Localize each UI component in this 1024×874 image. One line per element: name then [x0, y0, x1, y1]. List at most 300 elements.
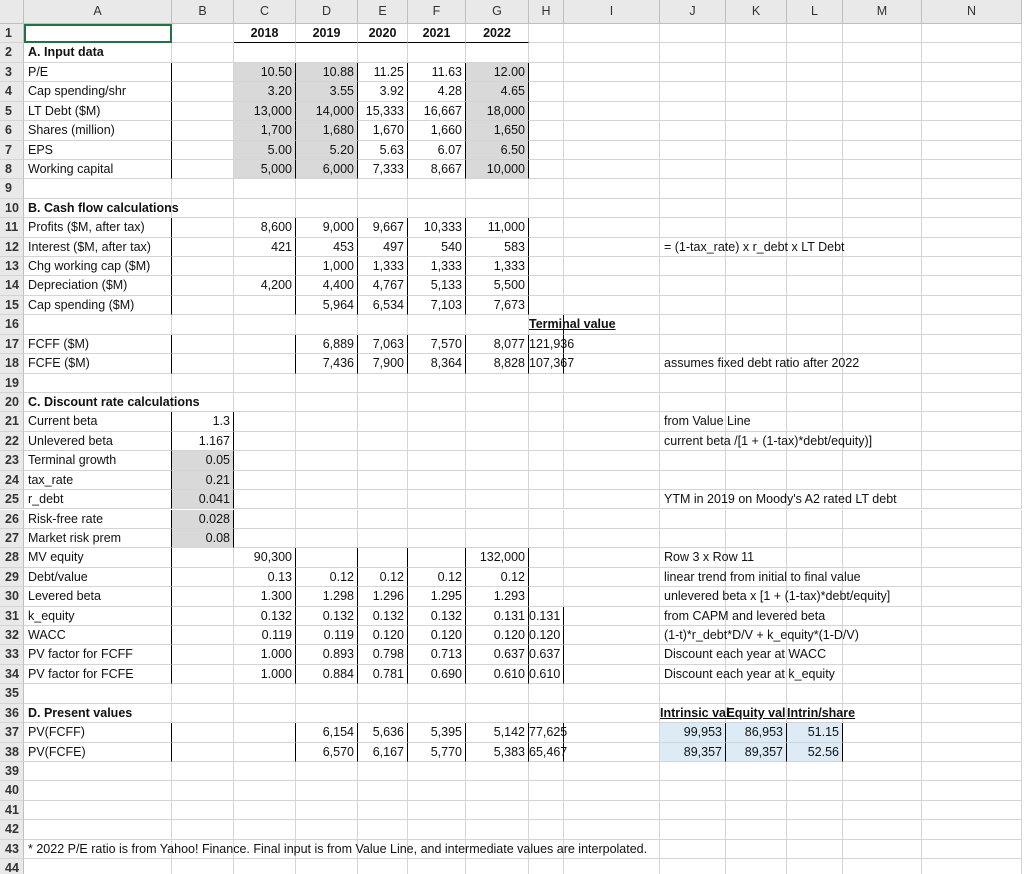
- value-cell[interactable]: 11.25: [358, 63, 408, 82]
- value-cell[interactable]: 0.610: [529, 665, 564, 684]
- grid-cell[interactable]: [172, 121, 234, 140]
- grid-cell[interactable]: [843, 160, 922, 179]
- grid-cell[interactable]: [296, 199, 358, 218]
- value-cell[interactable]: 0.12: [296, 568, 358, 587]
- grid-cell[interactable]: [726, 102, 787, 121]
- grid-cell[interactable]: [787, 781, 843, 800]
- year-header-E[interactable]: 2020: [358, 24, 408, 43]
- row-header-5[interactable]: 5: [0, 102, 24, 121]
- grid-cell[interactable]: [172, 43, 234, 62]
- row-label[interactable]: Debt/value: [24, 568, 172, 587]
- column-header-B[interactable]: B: [172, 0, 234, 24]
- value-cell[interactable]: 0.120: [358, 626, 408, 645]
- value-cell[interactable]: 3.55: [296, 82, 358, 101]
- value-cell[interactable]: 16,667: [408, 102, 466, 121]
- grid-cell[interactable]: [787, 160, 843, 179]
- row-label[interactable]: LT Debt ($M): [24, 102, 172, 121]
- value-cell[interactable]: 4,200: [234, 276, 296, 295]
- grid-cell[interactable]: [726, 393, 787, 412]
- value-cell[interactable]: 7,333: [358, 160, 408, 179]
- grid-cell[interactable]: [408, 529, 466, 548]
- grid-cell[interactable]: [529, 801, 564, 820]
- value-cell[interactable]: 5,383: [466, 743, 529, 762]
- value-cell[interactable]: 0.132: [408, 607, 466, 626]
- grid-cell[interactable]: [660, 840, 726, 859]
- grid-cell[interactable]: [922, 820, 1022, 839]
- row-header-33[interactable]: 33: [0, 645, 24, 664]
- row-label[interactable]: Cap spending/shr: [24, 82, 172, 101]
- terminal-value-header[interactable]: Terminal value: [529, 315, 564, 334]
- row-header-26[interactable]: 26: [0, 510, 24, 529]
- grid-cell[interactable]: [296, 490, 358, 509]
- grid-cell[interactable]: [564, 665, 660, 684]
- note-text[interactable]: YTM in 2019 on Moody's A2 rated LT debt: [660, 490, 726, 509]
- value-cell[interactable]: 11.63: [408, 63, 466, 82]
- row-header-27[interactable]: 27: [0, 529, 24, 548]
- value-cell[interactable]: 4,767: [358, 276, 408, 295]
- grid-cell[interactable]: [660, 82, 726, 101]
- grid-cell[interactable]: [843, 141, 922, 160]
- grid-cell[interactable]: [787, 296, 843, 315]
- grid-cell[interactable]: [529, 43, 564, 62]
- grid-cell[interactable]: [843, 43, 922, 62]
- grid-cell[interactable]: [660, 529, 726, 548]
- grid-cell[interactable]: [358, 762, 408, 781]
- grid-cell[interactable]: [358, 684, 408, 703]
- grid-cell[interactable]: [172, 723, 234, 742]
- grid-cell[interactable]: [726, 859, 787, 874]
- grid-cell[interactable]: [172, 218, 234, 237]
- grid-cell[interactable]: [922, 179, 1022, 198]
- grid-cell[interactable]: [660, 801, 726, 820]
- grid-cell[interactable]: [726, 199, 787, 218]
- summary-value[interactable]: 52.56: [787, 743, 843, 762]
- row-header-37[interactable]: 37: [0, 723, 24, 742]
- grid-cell[interactable]: [922, 626, 1022, 645]
- grid-cell[interactable]: [408, 762, 466, 781]
- selected-cell-A1[interactable]: [24, 24, 172, 43]
- grid-cell[interactable]: [660, 63, 726, 82]
- grid-cell[interactable]: [564, 704, 660, 723]
- grid-cell[interactable]: [726, 82, 787, 101]
- grid-cell[interactable]: [660, 121, 726, 140]
- value-cell[interactable]: 13,000: [234, 102, 296, 121]
- value-cell[interactable]: 0.713: [408, 645, 466, 664]
- value-cell[interactable]: 0.610: [466, 665, 529, 684]
- row-header-7[interactable]: 7: [0, 141, 24, 160]
- value-cell[interactable]: 540: [408, 238, 466, 257]
- grid-cell[interactable]: [843, 665, 922, 684]
- grid-cell[interactable]: [529, 859, 564, 874]
- value-cell[interactable]: 7,436: [296, 354, 358, 373]
- row-header-35[interactable]: 35: [0, 684, 24, 703]
- grid-cell[interactable]: [529, 704, 564, 723]
- row-label[interactable]: tax_rate: [24, 471, 172, 490]
- grid-cell[interactable]: [564, 801, 660, 820]
- row-label[interactable]: EPS: [24, 141, 172, 160]
- grid-cell[interactable]: [726, 529, 787, 548]
- grid-cell[interactable]: [172, 704, 234, 723]
- grid-cell[interactable]: [408, 432, 466, 451]
- grid-cell[interactable]: [843, 218, 922, 237]
- grid-cell[interactable]: [172, 199, 234, 218]
- grid-cell[interactable]: [358, 179, 408, 198]
- grid-cell[interactable]: [529, 451, 564, 470]
- row-label[interactable]: Interest ($M, after tax): [24, 238, 172, 257]
- value-cell[interactable]: 8,667: [408, 160, 466, 179]
- value-cell[interactable]: 132,000: [466, 548, 529, 567]
- row-label[interactable]: Unlevered beta: [24, 432, 172, 451]
- grid-cell[interactable]: [172, 141, 234, 160]
- grid-cell[interactable]: [564, 141, 660, 160]
- grid-cell[interactable]: [922, 63, 1022, 82]
- grid-cell[interactable]: [564, 43, 660, 62]
- grid-cell[interactable]: [24, 315, 172, 334]
- grid-cell[interactable]: [296, 412, 358, 431]
- grid-cell[interactable]: [787, 24, 843, 43]
- grid-cell[interactable]: [787, 801, 843, 820]
- grid-cell[interactable]: [660, 374, 726, 393]
- grid-cell[interactable]: [843, 781, 922, 800]
- grid-cell[interactable]: [922, 704, 1022, 723]
- value-cell[interactable]: 5,636: [358, 723, 408, 742]
- value-cell[interactable]: 18,000: [466, 102, 529, 121]
- grid-cell[interactable]: [358, 490, 408, 509]
- value-cell[interactable]: 5,500: [466, 276, 529, 295]
- value-cell[interactable]: 8,364: [408, 354, 466, 373]
- grid-cell[interactable]: [234, 529, 296, 548]
- grid-cell[interactable]: [234, 704, 296, 723]
- grid-cell[interactable]: [660, 276, 726, 295]
- grid-cell[interactable]: [726, 840, 787, 859]
- grid-cell[interactable]: [466, 704, 529, 723]
- grid-cell[interactable]: [466, 315, 529, 334]
- grid-cell[interactable]: [172, 354, 234, 373]
- row-header-16[interactable]: 16: [0, 315, 24, 334]
- note-text[interactable]: assumes fixed debt ratio after 2022: [660, 354, 726, 373]
- grid-cell[interactable]: [296, 432, 358, 451]
- grid-cell[interactable]: [358, 451, 408, 470]
- year-header-F[interactable]: 2021: [408, 24, 466, 43]
- grid-cell[interactable]: [787, 141, 843, 160]
- grid-cell[interactable]: [529, 102, 564, 121]
- grid-cell[interactable]: [529, 432, 564, 451]
- grid-cell[interactable]: [358, 471, 408, 490]
- row-header-21[interactable]: 21: [0, 412, 24, 431]
- grid-cell[interactable]: [529, 490, 564, 509]
- summary-value[interactable]: 89,357: [660, 743, 726, 762]
- grid-cell[interactable]: [922, 218, 1022, 237]
- value-cell[interactable]: 6,570: [296, 743, 358, 762]
- value-cell[interactable]: [296, 548, 358, 567]
- row-header-8[interactable]: 8: [0, 160, 24, 179]
- grid-cell[interactable]: [843, 82, 922, 101]
- grid-cell[interactable]: [529, 24, 564, 43]
- grid-cell[interactable]: [358, 781, 408, 800]
- row-header-15[interactable]: 15: [0, 296, 24, 315]
- grid-cell[interactable]: [922, 490, 1022, 509]
- grid-cell[interactable]: [787, 257, 843, 276]
- grid-cell[interactable]: [172, 665, 234, 684]
- value-cell[interactable]: 10.50: [234, 63, 296, 82]
- grid-cell[interactable]: [172, 568, 234, 587]
- grid-cell[interactable]: [787, 218, 843, 237]
- note-text[interactable]: = (1-tax_rate) x r_debt x LT Debt: [660, 238, 726, 257]
- grid-cell[interactable]: [660, 179, 726, 198]
- grid-cell[interactable]: [466, 762, 529, 781]
- grid-cell[interactable]: [922, 723, 1022, 742]
- param-cell[interactable]: 0.041: [172, 490, 234, 509]
- value-cell[interactable]: 4.28: [408, 82, 466, 101]
- grid-cell[interactable]: [660, 218, 726, 237]
- grid-cell[interactable]: [922, 840, 1022, 859]
- grid-cell[interactable]: [466, 199, 529, 218]
- grid-cell[interactable]: [296, 393, 358, 412]
- value-cell[interactable]: 0.119: [296, 626, 358, 645]
- grid-cell[interactable]: [529, 121, 564, 140]
- row-label[interactable]: PV(FCFE): [24, 743, 172, 762]
- grid-cell[interactable]: [726, 43, 787, 62]
- grid-cell[interactable]: [922, 859, 1022, 874]
- value-cell[interactable]: 6,000: [296, 160, 358, 179]
- value-cell[interactable]: 3.20: [234, 82, 296, 101]
- summary-header[interactable]: Equity val: [726, 704, 787, 723]
- value-cell[interactable]: 7,570: [408, 335, 466, 354]
- grid-cell[interactable]: [529, 257, 564, 276]
- grid-cell[interactable]: [172, 859, 234, 874]
- grid-cell[interactable]: [529, 412, 564, 431]
- grid-cell[interactable]: [922, 548, 1022, 567]
- grid-cell[interactable]: [787, 762, 843, 781]
- grid-cell[interactable]: [466, 510, 529, 529]
- grid-cell[interactable]: [726, 63, 787, 82]
- row-label[interactable]: PV(FCFF): [24, 723, 172, 742]
- grid-cell[interactable]: [726, 451, 787, 470]
- grid-cell[interactable]: [843, 24, 922, 43]
- value-cell[interactable]: 1.295: [408, 587, 466, 606]
- grid-cell[interactable]: [922, 276, 1022, 295]
- row-header-44[interactable]: 44: [0, 859, 24, 874]
- grid-cell[interactable]: [172, 238, 234, 257]
- grid-cell[interactable]: [726, 121, 787, 140]
- grid-cell[interactable]: [922, 141, 1022, 160]
- value-cell[interactable]: 0.12: [358, 568, 408, 587]
- grid-cell[interactable]: [922, 82, 1022, 101]
- grid-cell[interactable]: [529, 141, 564, 160]
- grid-cell[interactable]: [922, 529, 1022, 548]
- grid-cell[interactable]: [726, 335, 787, 354]
- grid-cell[interactable]: [922, 781, 1022, 800]
- param-cell[interactable]: 0.08: [172, 529, 234, 548]
- value-cell[interactable]: 7,063: [358, 335, 408, 354]
- value-cell[interactable]: 1,680: [296, 121, 358, 140]
- grid-cell[interactable]: [843, 276, 922, 295]
- row-header-43[interactable]: 43: [0, 840, 24, 859]
- grid-cell[interactable]: [296, 179, 358, 198]
- value-cell[interactable]: 0.12: [466, 568, 529, 587]
- column-header-F[interactable]: F: [408, 0, 466, 24]
- row-label[interactable]: FCFE ($M): [24, 354, 172, 373]
- row-header-20[interactable]: 20: [0, 393, 24, 412]
- value-cell[interactable]: 10.88: [296, 63, 358, 82]
- grid-cell[interactable]: [234, 471, 296, 490]
- grid-cell[interactable]: [358, 801, 408, 820]
- grid-cell[interactable]: [922, 510, 1022, 529]
- grid-cell[interactable]: [408, 412, 466, 431]
- grid-cell[interactable]: [408, 490, 466, 509]
- select-all-corner[interactable]: [0, 0, 24, 24]
- value-cell[interactable]: 9,000: [296, 218, 358, 237]
- value-cell[interactable]: 8,077: [466, 335, 529, 354]
- grid-cell[interactable]: [660, 762, 726, 781]
- note-text[interactable]: from CAPM and levered beta: [660, 607, 726, 626]
- grid-cell[interactable]: [843, 840, 922, 859]
- grid-cell[interactable]: [24, 820, 172, 839]
- value-cell[interactable]: 0.781: [358, 665, 408, 684]
- summary-value[interactable]: 51.15: [787, 723, 843, 742]
- value-cell[interactable]: 14,000: [296, 102, 358, 121]
- grid-cell[interactable]: [726, 315, 787, 334]
- grid-cell[interactable]: [660, 257, 726, 276]
- grid-cell[interactable]: [922, 43, 1022, 62]
- grid-cell[interactable]: [787, 335, 843, 354]
- row-label[interactable]: Current beta: [24, 412, 172, 431]
- grid-cell[interactable]: [529, 471, 564, 490]
- year-header-C[interactable]: 2018: [234, 24, 296, 43]
- grid-cell[interactable]: [564, 471, 660, 490]
- value-cell[interactable]: 9,667: [358, 218, 408, 237]
- value-cell[interactable]: 121,936: [529, 335, 564, 354]
- value-cell[interactable]: 6.50: [466, 141, 529, 160]
- value-cell[interactable]: 107,367: [529, 354, 564, 373]
- grid-cell[interactable]: [564, 24, 660, 43]
- grid-cell[interactable]: [358, 393, 408, 412]
- row-header-39[interactable]: 39: [0, 762, 24, 781]
- grid-cell[interactable]: [358, 43, 408, 62]
- row-label[interactable]: Depreciation ($M): [24, 276, 172, 295]
- row-header-19[interactable]: 19: [0, 374, 24, 393]
- grid-cell[interactable]: [234, 859, 296, 874]
- row-header-25[interactable]: 25: [0, 490, 24, 509]
- grid-cell[interactable]: [296, 859, 358, 874]
- row-label[interactable]: PV factor for FCFE: [24, 665, 172, 684]
- value-cell[interactable]: 0.132: [358, 607, 408, 626]
- value-cell[interactable]: 1,333: [466, 257, 529, 276]
- value-cell[interactable]: 65,467: [529, 743, 564, 762]
- grid-cell[interactable]: [660, 393, 726, 412]
- value-cell[interactable]: 0.132: [234, 607, 296, 626]
- grid-cell[interactable]: [564, 354, 660, 373]
- grid-cell[interactable]: [234, 490, 296, 509]
- column-header-K[interactable]: K: [726, 0, 787, 24]
- grid-cell[interactable]: [564, 490, 660, 509]
- row-label[interactable]: MV equity: [24, 548, 172, 567]
- grid-cell[interactable]: [358, 820, 408, 839]
- grid-cell[interactable]: [922, 354, 1022, 373]
- grid-cell[interactable]: [466, 432, 529, 451]
- row-header-4[interactable]: 4: [0, 82, 24, 101]
- value-cell[interactable]: 5,395: [408, 723, 466, 742]
- note-text[interactable]: (1-t)*r_debt*D/V + k_equity*(1-D/V): [660, 626, 726, 645]
- grid-cell[interactable]: [922, 762, 1022, 781]
- grid-cell[interactable]: [787, 859, 843, 874]
- value-cell[interactable]: 0.637: [466, 645, 529, 664]
- grid-cell[interactable]: [787, 820, 843, 839]
- grid-cell[interactable]: [726, 24, 787, 43]
- grid-cell[interactable]: [843, 296, 922, 315]
- row-header-36[interactable]: 36: [0, 704, 24, 723]
- value-cell[interactable]: 1.296: [358, 587, 408, 606]
- grid-cell[interactable]: [726, 471, 787, 490]
- grid-cell[interactable]: [172, 684, 234, 703]
- grid-cell[interactable]: [922, 684, 1022, 703]
- grid-cell[interactable]: [787, 43, 843, 62]
- note-text[interactable]: linear trend from initial to final value: [660, 568, 726, 587]
- grid-cell[interactable]: [564, 859, 660, 874]
- grid-cell[interactable]: [564, 82, 660, 101]
- row-label[interactable]: Risk-free rate: [24, 510, 172, 529]
- grid-cell[interactable]: [660, 820, 726, 839]
- grid-cell[interactable]: [234, 432, 296, 451]
- value-cell[interactable]: 7,900: [358, 354, 408, 373]
- grid-cell[interactable]: [564, 510, 660, 529]
- grid-cell[interactable]: [564, 762, 660, 781]
- value-cell[interactable]: 6,534: [358, 296, 408, 315]
- value-cell[interactable]: 1,333: [408, 257, 466, 276]
- grid-cell[interactable]: [843, 510, 922, 529]
- grid-cell[interactable]: [564, 374, 660, 393]
- row-label[interactable]: P/E: [24, 63, 172, 82]
- grid-cell[interactable]: [24, 859, 172, 874]
- grid-cell[interactable]: [922, 199, 1022, 218]
- grid-cell[interactable]: [843, 607, 922, 626]
- value-cell[interactable]: 5,142: [466, 723, 529, 742]
- param-cell[interactable]: 0.05: [172, 451, 234, 470]
- grid-cell[interactable]: [726, 296, 787, 315]
- grid-cell[interactable]: [408, 704, 466, 723]
- grid-cell[interactable]: [234, 820, 296, 839]
- value-cell[interactable]: [234, 257, 296, 276]
- section-title[interactable]: A. Input data: [24, 43, 172, 62]
- grid-cell[interactable]: [787, 510, 843, 529]
- value-cell[interactable]: 453: [296, 238, 358, 257]
- grid-cell[interactable]: [564, 296, 660, 315]
- row-header-3[interactable]: 3: [0, 63, 24, 82]
- section-title[interactable]: D. Present values: [24, 704, 172, 723]
- grid-cell[interactable]: [922, 393, 1022, 412]
- grid-cell[interactable]: [358, 704, 408, 723]
- value-cell[interactable]: 0.120: [529, 626, 564, 645]
- value-cell[interactable]: 1.000: [234, 665, 296, 684]
- column-header-A[interactable]: A: [24, 0, 172, 24]
- grid-cell[interactable]: [172, 24, 234, 43]
- grid-cell[interactable]: [843, 238, 922, 257]
- grid-cell[interactable]: [787, 276, 843, 295]
- grid-cell[interactable]: [408, 781, 466, 800]
- row-header-41[interactable]: 41: [0, 801, 24, 820]
- grid-cell[interactable]: [466, 859, 529, 874]
- value-cell[interactable]: 5.00: [234, 141, 296, 160]
- note-text[interactable]: current beta /[1 + (1-tax)*debt/equity)]: [660, 432, 726, 451]
- grid-cell[interactable]: [172, 335, 234, 354]
- grid-cell[interactable]: [922, 315, 1022, 334]
- row-header-29[interactable]: 29: [0, 568, 24, 587]
- row-label[interactable]: Market risk prem: [24, 529, 172, 548]
- grid-cell[interactable]: [787, 393, 843, 412]
- value-cell[interactable]: 5.20: [296, 141, 358, 160]
- value-cell[interactable]: 8,600: [234, 218, 296, 237]
- grid-cell[interactable]: [922, 645, 1022, 664]
